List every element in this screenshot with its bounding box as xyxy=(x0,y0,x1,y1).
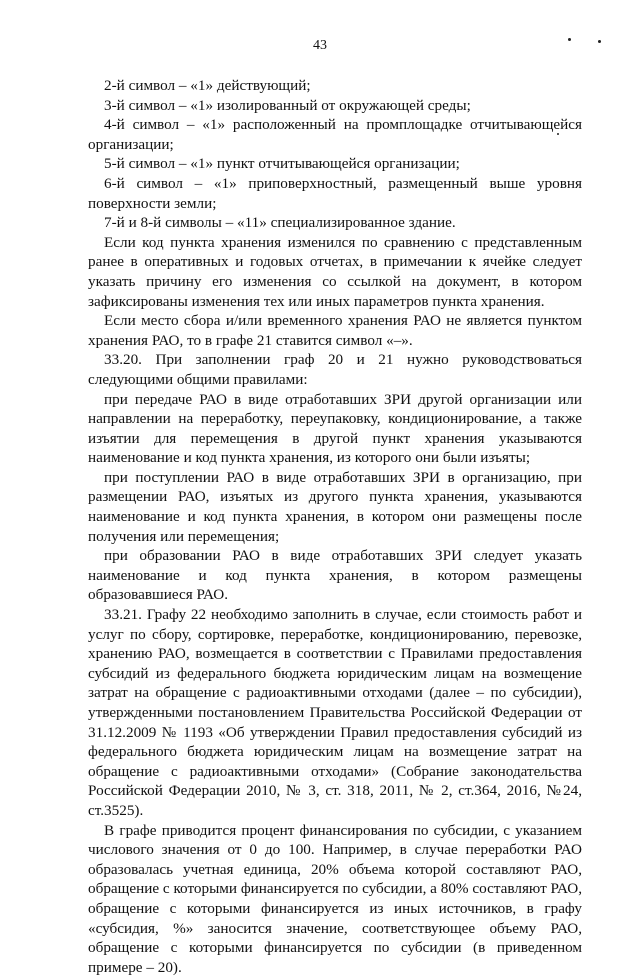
page-number: 43 xyxy=(313,38,327,53)
paragraph: В графе приводится процент финансирования по субсидии, с указанием числового значения от 0 до 100. Например, в случае переработки РАО образовалась учетная единица, 20% объема которой составляют РАО, обращение с которыми финансируется по субсидии, а 80% составляют РАО, обращение с которыми финансируется из иных источников, в графу «субсидия, %» заносится значение, соответствующее объему РАО, обращение с которыми финансируется по субсидии (в приведенном примере – 20). xyxy=(88,821,582,976)
body-text xyxy=(88,76,582,977)
paragraph: при передаче РАО в виде отработавших ЗРИ другой организации или направлении на переработку, переупаковку, кондиционирование, а также изъятии для перемещения в другой пункт хранения указываются наименование и код пункта хранения, из которого они были изъяты; xyxy=(88,390,582,467)
paragraph: 33.20. При заполнении граф 20 и 21 нужно руководствоваться следующими общими правилами: xyxy=(88,351,582,388)
paragraph: 7-й и 8-й символы – «11» специализированное здание. xyxy=(104,214,456,232)
paragraph: при образовании РАО в виде отработавших ЗРИ следует указать наименование и код пункта хранения, в котором размещены образовавшиеся РАО. xyxy=(88,547,582,604)
paragraph: 3-й символ – «1» изолированный от окружающей среды; xyxy=(104,96,471,114)
paragraph: 2-й символ – «1» действующий; xyxy=(104,77,311,94)
paragraph: Если место сбора и/или временного хранения РАО не является пунктом хранения РАО, то в графе 21 ставится символ «–». xyxy=(88,312,582,349)
paragraph: при поступлении РАО в виде отработавших ЗРИ в организацию, при размещении РАО, изъятых из другого пункта хранения, указываются наименование и код пункта хранения, в котором они размещены после получения или перемещения; xyxy=(88,468,582,545)
paragraph: 6-й символ – «1» приповерхностный, размещенный выше уровня поверхности земли; xyxy=(88,174,582,212)
paragraph: 4-й символ – «1» расположенный на промплощадке отчитывающейся организации; xyxy=(88,116,582,153)
paragraph: Если код пункта хранения изменился по сравнению с представленным ранее в оперативных и годовых отчетах, в примечании к ячейке следует указать причину его изменения со ссылкой на документ, в котором зафиксированы изменения тех или иных параметров пункта хранения. xyxy=(88,233,582,310)
paragraph: 33.21. Графу 22 необходимо заполнить в случае, если стоимость работ и услуг по сбору, сортировке, переработке, кондиционированию, перевозке, хранению РАО, возмещается в соответствии с Правилами предоставления субсидий из федерального бюджета юридическим лицам на возмещение затрат на обращение с радиоактивными отходами (далее – по субсидии), утвержденными постановлением Правительства Российской Федерации от 31.12.2009 № 1193 «Об утверждении Правил предоставления субсидий из федерального бюджета юридическим лицам на возмещение затрат на обращение с радиоактивными отходами» (Собрание законодательства Российской Федерации 2010, № 3, ст. 318, 2011, № 2, ст.364, 2016, №24, ст.3525). xyxy=(88,606,582,819)
paragraph: 5-й символ – «1» пункт отчитывающейся организации; xyxy=(104,155,460,173)
